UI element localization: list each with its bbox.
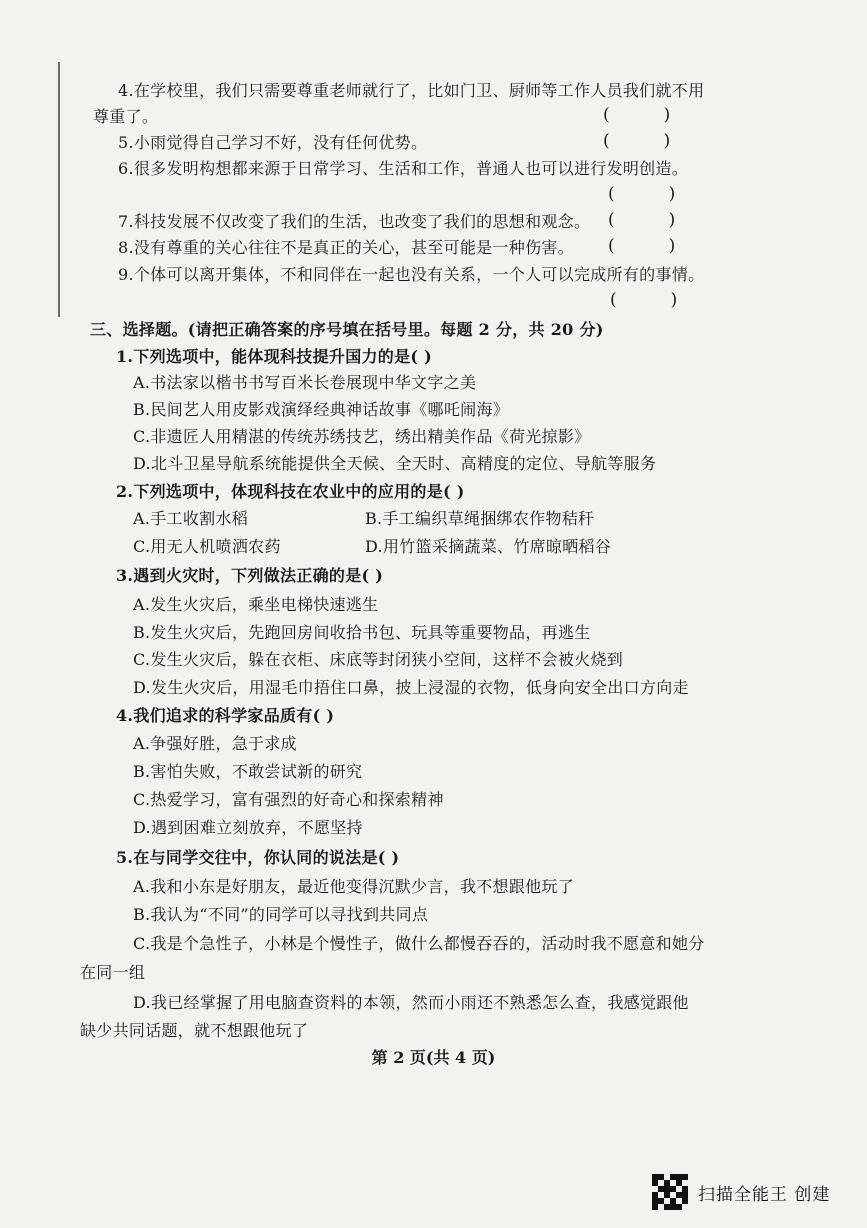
judgement-item-4: 4.在学校里，我们只需要尊重老师就行了，比如门卫、厨师等工作人员我们就不用 [118, 81, 705, 100]
option-c[interactable]: C.我是个急性子，小林是个慢性子，做什么都慢吞吞的，活动时我不愿意和她分 [133, 934, 705, 953]
option-c[interactable]: C.热爱学习，富有强烈的好奇心和探索精神 [133, 790, 444, 809]
option-d[interactable]: D.遇到困难立刻放弃，不愿坚持 [133, 818, 363, 837]
question-stem: 2.下列选项中，体现科技在农业中的应用的是( ) [116, 482, 465, 501]
option-a[interactable]: A.书法家以楷书书写百米长卷展现中华文字之美 [133, 373, 477, 392]
answer-paren[interactable]: ( ) [603, 105, 671, 125]
question-stem: 4.我们追求的科学家品质有( ) [116, 706, 335, 725]
qr-code-icon [652, 1174, 688, 1210]
answer-paren[interactable]: ( ) [603, 131, 671, 151]
scanner-watermark [652, 1172, 830, 1212]
option-a[interactable]: A.手工收割水稻 [133, 509, 249, 528]
answer-paren[interactable]: ( ) [608, 210, 676, 230]
option-c-continued: 在同一组 [80, 963, 146, 982]
option-b[interactable]: B.害怕失败，不敢尝试新的研究 [133, 762, 363, 781]
option-a[interactable]: A.我和小东是好朋友，最近他变得沉默少言，我不想跟他玩了 [133, 877, 575, 896]
judgement-item-4-cont: 尊重了。 [93, 107, 159, 126]
page-number: 第 2 页(共 4 页) [371, 1048, 496, 1067]
judgement-item-5: 5.小雨觉得自己学习不好，没有任何优势。 [118, 133, 428, 152]
section-heading: 三、选择题。(请把正确答案的序号填在括号里。每题 2 分，共 20 分) [90, 320, 604, 339]
judgement-item-6: 6.很多发明构想都来源于日常学习、生活和工作，普通人也可以进行发明创造。 [118, 159, 689, 178]
option-d[interactable]: D.用竹篮采摘蔬菜、竹席晾晒稻谷 [365, 537, 612, 556]
option-d[interactable]: D.发生火灾后，用湿毛巾捂住口鼻，披上浸湿的衣物，低身向安全出口方向走 [133, 678, 689, 697]
option-b[interactable]: B.发生火灾后，先跑回房间收拾书包、玩具等重要物品，再逃生 [133, 623, 591, 642]
option-b[interactable]: B.手工编织草绳捆绑农作物秸秆 [365, 509, 595, 528]
answer-paren[interactable]: ( ) [608, 236, 676, 256]
option-d[interactable]: D.我已经掌握了用电脑查资料的本领，然而小雨还不熟悉怎么查，我感觉跟他 [133, 993, 689, 1012]
option-b[interactable]: B.民间艺人用皮影戏演绎经典神话故事《哪吒闹海》 [133, 400, 510, 419]
judgement-item-8: 8.没有尊重的关心往往不是真正的关心，甚至可能是一种伤害。 [118, 238, 574, 257]
option-a[interactable]: A.发生火灾后，乘坐电梯快速逃生 [133, 595, 379, 614]
option-d[interactable]: D.北斗卫星导航系统能提供全天候、全天时、高精度的定位、导航等服务 [133, 454, 657, 473]
question-stem: 5.在与同学交往中，你认同的说法是( ) [116, 848, 400, 867]
judgement-item-9: 9.个体可以离开集体，不和同伴在一起也没有关系，一个人可以完成所有的事情。 [118, 265, 705, 284]
answer-paren[interactable]: ( ) [610, 290, 678, 310]
option-c[interactable]: C.用无人机喷洒农药 [133, 537, 281, 556]
option-d-continued: 缺少共同话题，就不想跟他玩了 [80, 1021, 309, 1040]
watermark-text: 扫描全能王 创建 [698, 1184, 831, 1205]
answer-paren[interactable]: ( ) [608, 184, 676, 204]
question-stem: 1.下列选项中，能体现科技提升国力的是( ) [116, 347, 433, 366]
question-stem: 3.遇到火灾时，下列做法正确的是( ) [116, 566, 384, 585]
option-b[interactable]: B.我认为“不同”的同学可以寻找到共同点 [133, 905, 429, 924]
scan-edge-line [58, 62, 60, 317]
judgement-item-7: 7.科技发展不仅改变了我们的生活，也改变了我们的思想和观念。 [118, 212, 591, 231]
option-c[interactable]: C.发生火灾后，躲在衣柜、床底等封闭狭小空间，这样不会被火烧到 [133, 650, 624, 669]
option-c[interactable]: C.非遗匠人用精湛的传统苏绣技艺，绣出精美作品《荷光掠影》 [133, 427, 591, 446]
option-a[interactable]: A.争强好胜，急于求成 [133, 734, 297, 753]
